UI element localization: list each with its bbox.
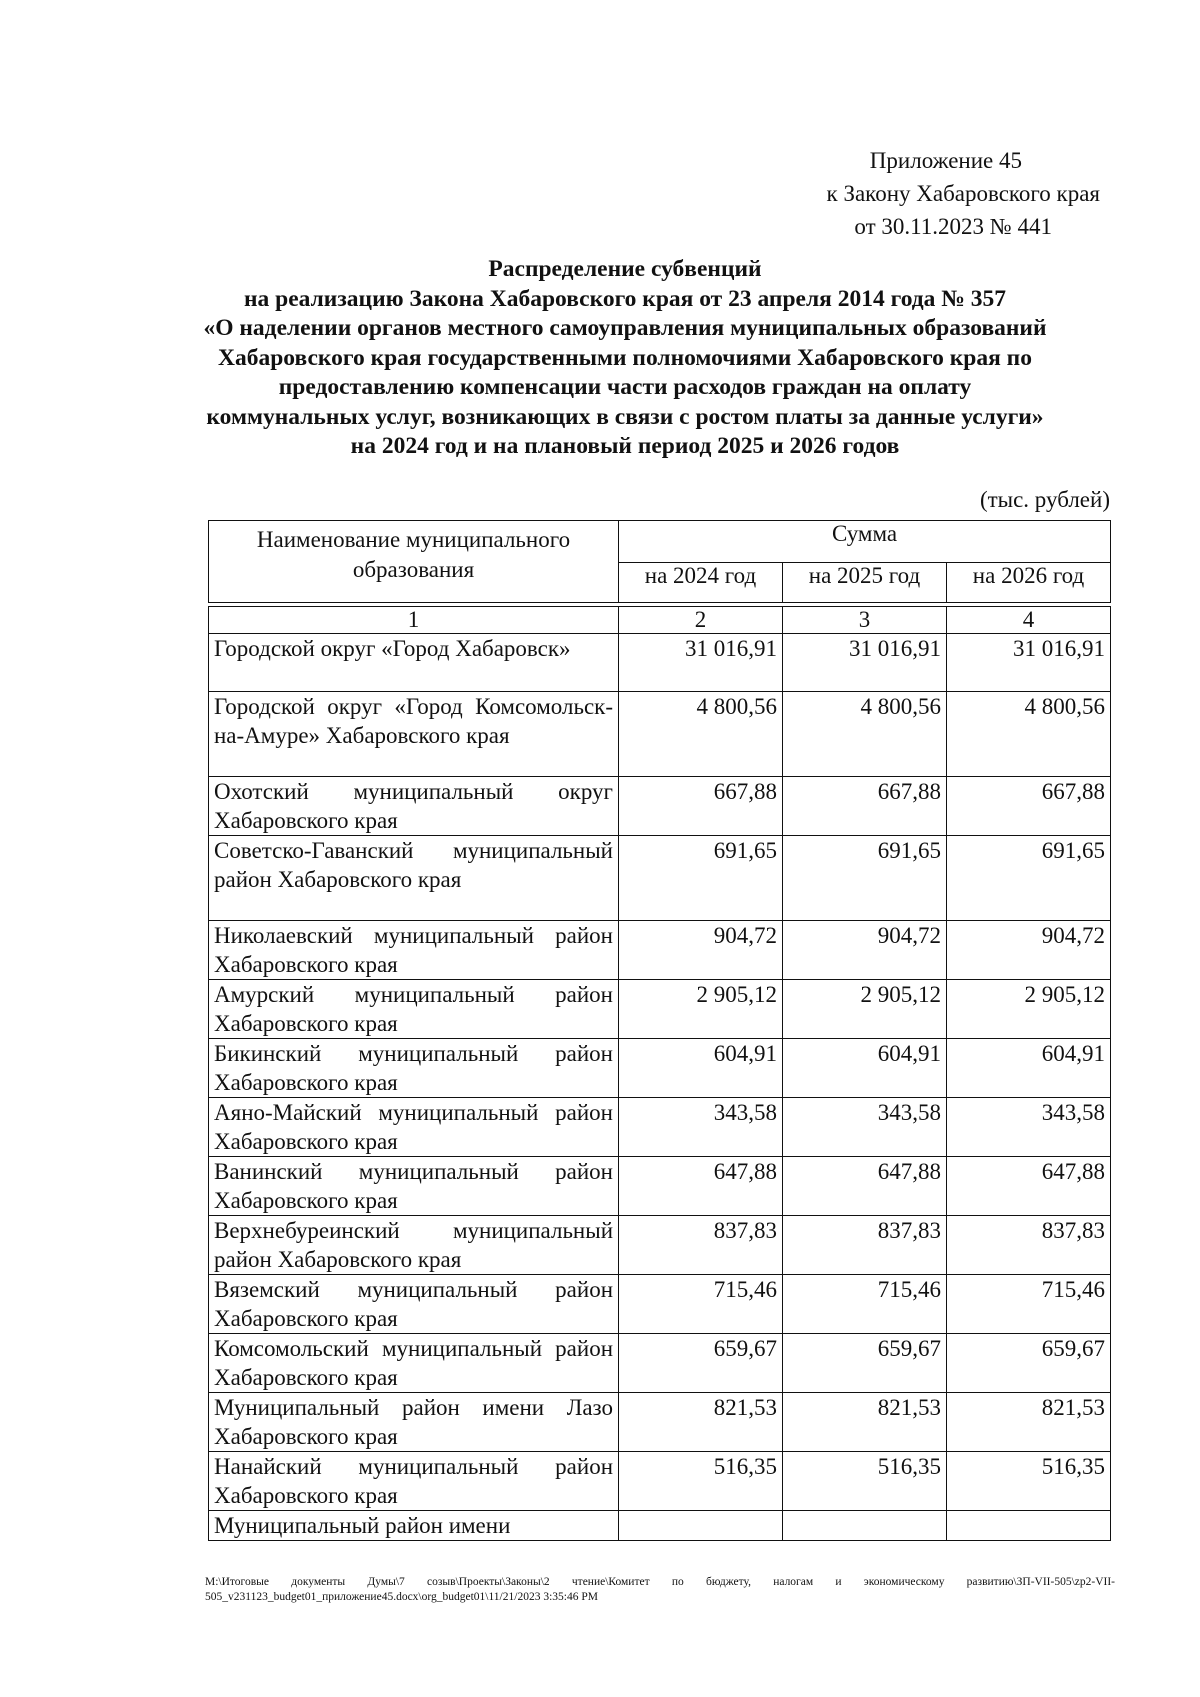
municipality-name: Ванинский муниципальный район Хабаровского края xyxy=(209,1157,619,1216)
value-2026: 659,67 xyxy=(947,1334,1111,1393)
value-2025: 516,35 xyxy=(783,1452,947,1511)
municipality-name: Советско-Гаванский муниципальный район Хабаровского края xyxy=(209,836,619,921)
municipality-name: Комсомольский муниципальный район Хабаровского края xyxy=(209,1334,619,1393)
value-2024: 691,65 xyxy=(619,836,783,921)
title-line: на реализацию Закона Хабаровского края от 23 апреля 2014 года № 357 xyxy=(243,285,1007,312)
value-2024: 715,46 xyxy=(619,1275,783,1334)
value-2025: 604,91 xyxy=(783,1039,947,1098)
table-row xyxy=(209,1157,1111,1216)
table-header xyxy=(208,520,1111,603)
header-year-2025: на 2025 год xyxy=(783,563,947,603)
municipality-name: Муниципальный район имени Лазо Хабаровского края xyxy=(209,1393,619,1452)
value-2025: 2 905,12 xyxy=(783,980,947,1039)
value-2025: 691,65 xyxy=(783,836,947,921)
value-2024: 4 800,56 xyxy=(619,692,783,777)
municipality-name: Верхнебуреинский муниципальный район Хабаровского края xyxy=(209,1216,619,1275)
value-2025: 904,72 xyxy=(783,921,947,980)
value-2026: 2 905,12 xyxy=(947,980,1111,1039)
value-2026: 715,46 xyxy=(947,1275,1111,1334)
annex-date: от 30.11.2023 № 441 xyxy=(854,214,1052,239)
municipality-name: Городской округ «Город Хабаровск» xyxy=(209,634,619,692)
value-2026: 667,88 xyxy=(947,777,1111,836)
value-2024: 659,67 xyxy=(619,1334,783,1393)
table-row xyxy=(209,1393,1111,1452)
value-2026: 604,91 xyxy=(947,1039,1111,1098)
table-row xyxy=(209,1452,1111,1511)
value-2025: 659,67 xyxy=(783,1334,947,1393)
value-2026: 691,65 xyxy=(947,836,1111,921)
value-2026: 4 800,56 xyxy=(947,692,1111,777)
column-number: 2 xyxy=(619,607,783,634)
municipality-name: Вяземский муниципальный район Хабаровского края xyxy=(209,1275,619,1334)
annex-block xyxy=(760,144,1100,243)
value-2026: 343,58 xyxy=(947,1098,1111,1157)
municipality-name: Муниципальный район имени xyxy=(209,1511,619,1541)
table-row xyxy=(209,1511,1111,1541)
value-2024: 904,72 xyxy=(619,921,783,980)
header-year-2024: на 2024 год xyxy=(619,563,783,603)
table-row xyxy=(209,1275,1111,1334)
file-path-footer: M:\Итоговые документы Думы\7 созыв\Проекты\Законы\2 чтение\Комитет по бюджету, налогам и экономическому развитию\ЗП-VII-505\zp2-VII-505_v231123_budget01_приложение45.docx\org_budget01\11/21/2023 3:35:46 PM xyxy=(205,1576,1115,1603)
title-line: Хабаровского края государственными полномочиями Хабаровского края по xyxy=(218,344,1032,371)
value-2025: 4 800,56 xyxy=(783,692,947,777)
municipality-name: Аяно-Майский муниципальный район Хабаровского края xyxy=(209,1098,619,1157)
column-numbers-row xyxy=(209,607,1111,634)
units-label: (тыс. рублей) xyxy=(979,487,1110,512)
title-line: коммунальных услуг, возникающих в связи с ростом платы за данные услуги» xyxy=(206,403,1044,430)
data-table xyxy=(208,606,1111,1541)
title-line: Распределение субвенций xyxy=(488,256,762,282)
municipality-name: Амурский муниципальный район Хабаровского края xyxy=(209,980,619,1039)
value-2025: 31 016,91 xyxy=(783,634,947,692)
header-year-2026: на 2026 год xyxy=(947,563,1111,603)
value-2024: 604,91 xyxy=(619,1039,783,1098)
annex-number: Приложение 45 xyxy=(869,148,1022,173)
value-2024: 667,88 xyxy=(619,777,783,836)
value-2025: 667,88 xyxy=(783,777,947,836)
value-2024 xyxy=(619,1511,783,1541)
table-row xyxy=(209,1098,1111,1157)
value-2024: 31 016,91 xyxy=(619,634,783,692)
municipality-name: Бикинский муниципальный район Хабаровского края xyxy=(209,1039,619,1098)
annex-law: к Закону Хабаровского края xyxy=(826,181,1100,206)
value-2025 xyxy=(783,1511,947,1541)
value-2026: 821,53 xyxy=(947,1393,1111,1452)
value-2026: 904,72 xyxy=(947,921,1111,980)
value-2024: 343,58 xyxy=(619,1098,783,1157)
column-number: 4 xyxy=(947,607,1111,634)
table-row xyxy=(209,836,1111,921)
value-2024: 516,35 xyxy=(619,1452,783,1511)
municipality-name: Городской округ «Город Комсомольск-на-Амуре» Хабаровского края xyxy=(209,692,619,777)
title-line: предоставлению компенсации части расходов граждан на оплату xyxy=(278,374,972,400)
value-2026: 516,35 xyxy=(947,1452,1111,1511)
table-row xyxy=(209,980,1111,1039)
value-2024: 647,88 xyxy=(619,1157,783,1216)
value-2025: 647,88 xyxy=(783,1157,947,1216)
value-2026 xyxy=(947,1511,1111,1541)
table-row xyxy=(209,692,1111,777)
municipality-name: Николаевский муниципальный район Хабаровского края xyxy=(209,921,619,980)
table-row xyxy=(209,1039,1111,1098)
table-row xyxy=(209,921,1111,980)
table-row xyxy=(209,777,1111,836)
table-row xyxy=(209,1334,1111,1393)
title-line: «О наделении органов местного самоуправления муниципальных образований xyxy=(203,315,1047,341)
title-line: на 2024 год и на плановый период 2025 и 2026 годов xyxy=(350,433,900,459)
municipality-name: Нанайский муниципальный район Хабаровского края xyxy=(209,1452,619,1511)
value-2024: 837,83 xyxy=(619,1216,783,1275)
value-2026: 31 016,91 xyxy=(947,634,1111,692)
column-number: 1 xyxy=(209,607,619,634)
value-2026: 837,83 xyxy=(947,1216,1111,1275)
value-2025: 715,46 xyxy=(783,1275,947,1334)
municipality-name: Охотский муниципальный округ Хабаровского края xyxy=(209,777,619,836)
value-2025: 837,83 xyxy=(783,1216,947,1275)
column-number: 3 xyxy=(783,607,947,634)
header-sum: Сумма xyxy=(619,521,1111,563)
document-title xyxy=(150,255,1100,462)
value-2026: 647,88 xyxy=(947,1157,1111,1216)
value-2025: 821,53 xyxy=(783,1393,947,1452)
value-2024: 2 905,12 xyxy=(619,980,783,1039)
table-row xyxy=(209,1216,1111,1275)
header-name: Наименование муниципального образования xyxy=(209,521,619,603)
value-2025: 343,58 xyxy=(783,1098,947,1157)
table-row xyxy=(209,634,1111,692)
value-2024: 821,53 xyxy=(619,1393,783,1452)
